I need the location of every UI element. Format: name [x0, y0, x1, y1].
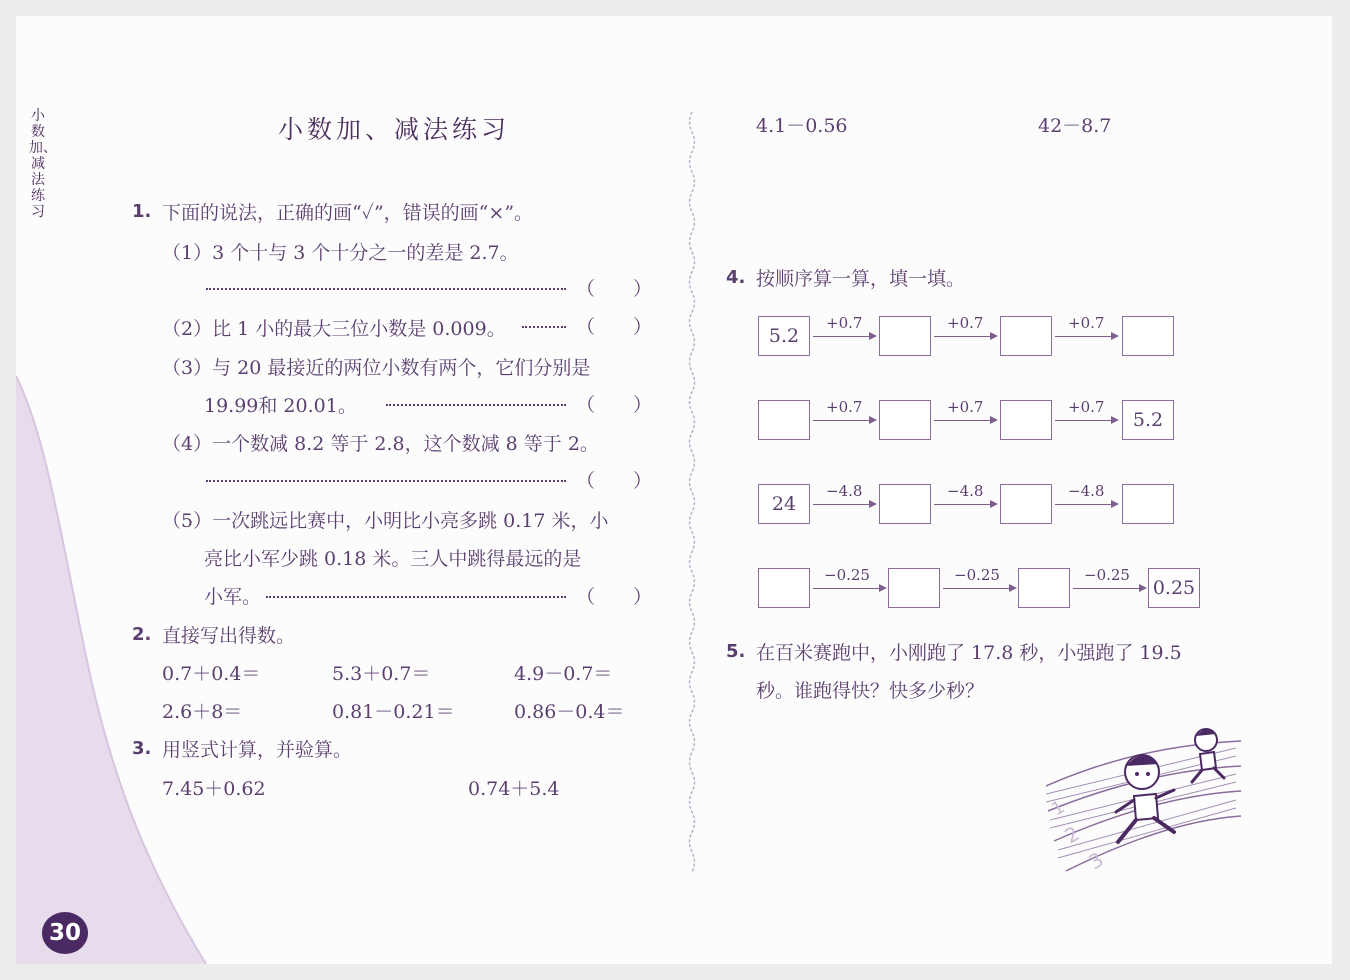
arrow — [813, 336, 875, 337]
q3-expr: 42－8.7 — [1038, 115, 1112, 137]
q3-expr: 0.74＋5.4 — [468, 778, 560, 800]
q3-number: 3. — [132, 738, 152, 759]
q1-item-5-line1: （5）一次跳远比赛中，小明比小亮多跳 0.17 米，小 — [162, 510, 609, 532]
q5-number: 5. — [726, 641, 746, 662]
answer-box[interactable] — [1000, 316, 1052, 356]
q1-number: 1. — [132, 201, 152, 222]
answer-box[interactable] — [879, 400, 931, 440]
answer-blank-4[interactable]: （ ） — [576, 470, 653, 492]
arrow-label: +0.7 — [1068, 314, 1105, 332]
q2-expr: 4.9－0.7＝ — [514, 663, 613, 685]
answer-box[interactable] — [1122, 484, 1174, 524]
q1-item-5-line3: 小军。 — [204, 586, 262, 608]
q2-expr: 0.86－0.4＝ — [514, 701, 625, 723]
q1-item-1: （1）3 个十与 3 个十分之一的差是 2.7。 — [162, 242, 519, 264]
chain-box: 24 — [758, 484, 810, 524]
answer-blank-5[interactable]: （ ） — [576, 586, 653, 608]
leader-dots — [266, 596, 566, 598]
arrow-label: +0.7 — [826, 398, 863, 416]
q1-item-3-line1: （3）与 20 最接近的两位小数有两个，它们分别是 — [162, 357, 591, 379]
q2-expr: 0.81－0.21＝ — [332, 701, 455, 723]
arrow-label: −4.8 — [947, 482, 984, 500]
q4-prompt: 按顺序算一算，填一填。 — [756, 268, 966, 290]
arrow-label: −0.25 — [1084, 566, 1130, 584]
chain-box: 0.25 — [1148, 568, 1200, 608]
page-number-badge: 30 — [42, 912, 88, 954]
answer-box[interactable] — [1122, 316, 1174, 356]
q3-prompt: 用竖式计算，并验算。 — [162, 739, 353, 761]
answer-box[interactable] — [1000, 484, 1052, 524]
arrow-label: −0.25 — [954, 566, 1000, 584]
leader-dots — [206, 288, 566, 290]
arrow — [1055, 336, 1117, 337]
arrow — [1055, 420, 1117, 421]
leader-dots — [206, 480, 566, 482]
arrow-label: +0.7 — [826, 314, 863, 332]
arrow — [934, 504, 996, 505]
arrow-label: +0.7 — [947, 398, 984, 416]
q2-prompt: 直接写出得数。 — [162, 625, 296, 647]
arrow-label: +0.7 — [947, 314, 984, 332]
answer-blank-1[interactable]: （ ） — [576, 278, 653, 300]
answer-blank-2[interactable]: （ ） — [576, 316, 653, 338]
side-decoration — [16, 16, 256, 964]
q2-expr: 0.7＋0.4＝ — [162, 663, 261, 685]
answer-box[interactable] — [758, 568, 810, 608]
q2-expr: 2.6＋8＝ — [162, 701, 243, 723]
q1-item-3-line2: 19.99和 20.01。 — [204, 395, 357, 417]
arrow — [1055, 504, 1117, 505]
track-number: 2 — [1060, 821, 1084, 849]
answer-box[interactable] — [758, 400, 810, 440]
q2-expr: 5.3＋0.7＝ — [332, 663, 431, 685]
workbook-page — [16, 16, 1332, 964]
arrow — [813, 420, 875, 421]
arrow — [813, 504, 875, 505]
answer-box[interactable] — [888, 568, 940, 608]
arrow — [813, 588, 885, 589]
q3-expr: 4.1－0.56 — [756, 115, 848, 137]
q5-line1: 在百米赛跑中，小刚跑了 17.8 秒，小强跑了 19.5 — [756, 642, 1182, 664]
arrow — [943, 588, 1015, 589]
answer-box[interactable] — [1018, 568, 1070, 608]
q5-line2: 秒。谁跑得快？快多少秒？ — [756, 680, 985, 702]
arrow-label: −4.8 — [826, 482, 863, 500]
page-title: 小数加、减法练习 — [278, 115, 511, 144]
arrow — [934, 420, 996, 421]
page-divider — [686, 112, 698, 882]
arrow-label: −0.25 — [824, 566, 870, 584]
answer-box[interactable] — [1000, 400, 1052, 440]
answer-blank-3[interactable]: （ ） — [576, 394, 653, 416]
chain-box: 5.2 — [758, 316, 810, 356]
arrow — [934, 336, 996, 337]
track-number: 3 — [1084, 847, 1108, 875]
chain-box: 5.2 — [1122, 400, 1174, 440]
q3-expr: 7.45＋0.62 — [162, 778, 266, 800]
q1-item-2: （2）比 1 小的最大三位小数是 0.009。 — [162, 318, 506, 340]
leader-dots — [386, 404, 566, 406]
leader-dots — [522, 326, 566, 328]
running-track-illustration — [1046, 716, 1246, 876]
q4-number: 4. — [726, 267, 746, 288]
arrow — [1073, 588, 1145, 589]
q1-item-4: （4）一个数减 8.2 等于 2.8，这个数减 8 等于 2。 — [162, 433, 599, 455]
answer-box[interactable] — [879, 316, 931, 356]
arrow-label: −4.8 — [1068, 482, 1105, 500]
answer-box[interactable] — [879, 484, 931, 524]
sidebar-section-label: 小数加、减法练习 — [29, 108, 57, 220]
arrow-label: +0.7 — [1068, 398, 1105, 416]
q1-prompt: 下面的说法，正确的画“✓”，错误的画“×”。 — [162, 202, 534, 224]
q1-item-5-line2: 亮比小军少跳 0.18 米。三人中跳得最远的是 — [204, 548, 582, 570]
q2-number: 2. — [132, 624, 152, 645]
track-number: 1 — [1048, 796, 1069, 821]
